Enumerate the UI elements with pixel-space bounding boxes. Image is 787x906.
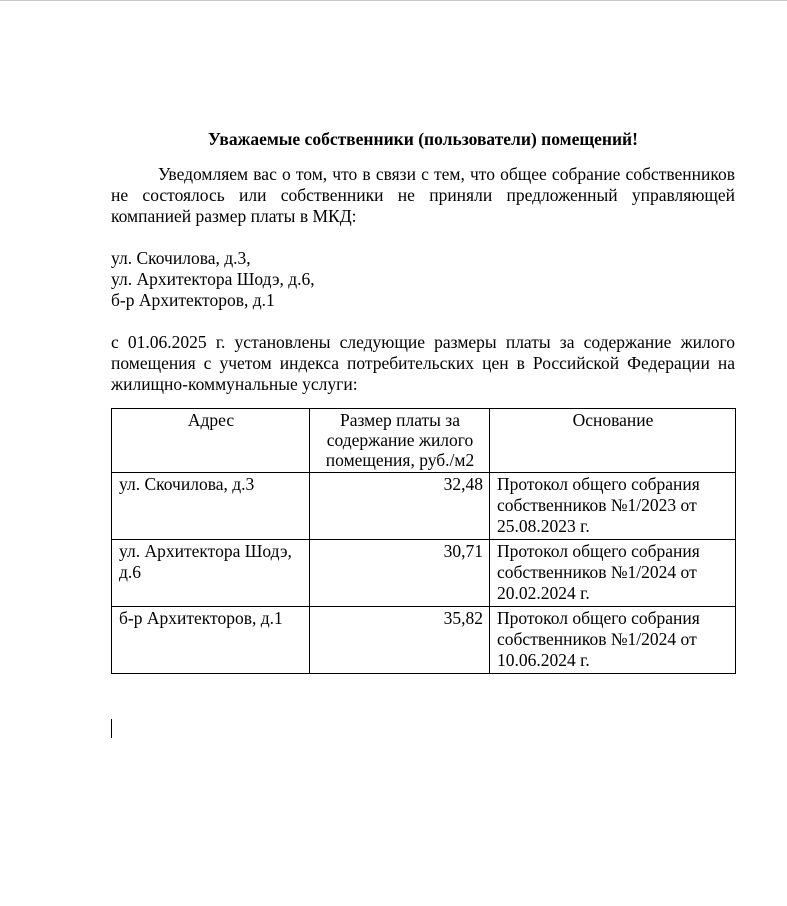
cell-address: ул. Скочилова, д.3 — [112, 473, 310, 540]
table-row — [112, 540, 736, 607]
table-row — [112, 607, 736, 674]
table-row — [112, 473, 736, 540]
cell-address: ул. Архитектора Шодэ, д.6 — [112, 540, 310, 607]
cell-basis: Протокол общего собрания собственников №1/2024 от 10.06.2024 г. — [490, 607, 736, 674]
address-line: ул. Скочилова, д.3, — [111, 248, 251, 268]
header-address: Адрес — [112, 409, 310, 473]
cell-fee: 35,82 — [310, 607, 490, 674]
document-page[interactable] — [111, 128, 735, 674]
header-basis: Основание — [490, 409, 736, 473]
document-heading: Уважаемые собственники (пользователи) помещений! — [208, 129, 638, 149]
address-line: ул. Архитектора Шодэ, д.6, — [111, 269, 315, 289]
address-line: б-р Архитекторов, д.1 — [111, 290, 275, 310]
header-fee: Размер платы за содержание жилого помещения, руб./м2 — [310, 409, 490, 473]
cell-fee: 30,71 — [310, 540, 490, 607]
statement-paragraph: с 01.06.2025 г. установлены следующие размеры платы за содержание жилого помещения с учетом индекса потребительских цен в Российской Федерации на жилищно-коммунальные услуги: — [111, 332, 735, 394]
cell-address: б-р Архитекторов, д.1 — [112, 607, 310, 674]
table-header-row — [112, 409, 736, 473]
fee-table — [111, 408, 736, 674]
address-list — [111, 248, 735, 311]
cell-basis: Протокол общего собрания собственников №1/2024 от 20.02.2024 г. — [490, 540, 736, 607]
window-top-border — [0, 0, 787, 1]
cell-basis: Протокол общего собрания собственников №1/2023 от 25.08.2023 г. — [490, 473, 736, 540]
cell-fee: 32,48 — [310, 473, 490, 540]
text-cursor — [111, 719, 112, 738]
intro-paragraph: Уведомляем вас о том, что в связи с тем, что общее собрание собственников не состоялось или собственники не приняли предложенный управляющей компанией размер платы в МКД: — [111, 164, 735, 226]
